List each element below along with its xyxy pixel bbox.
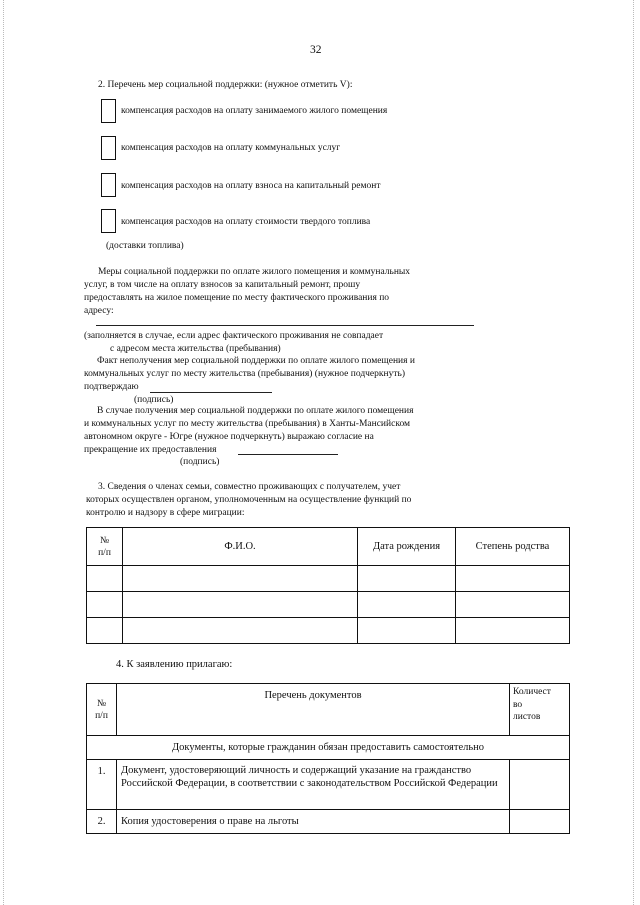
doc-list-header: Перечень документов — [117, 684, 510, 736]
table-row — [87, 810, 570, 834]
doc-row-num: 1. — [87, 760, 117, 810]
col-num-header: № п/п — [87, 528, 123, 566]
address-note: (заполняется в случае, если адрес фактического проживания не совпадает с адресом места жительства (пребывания) — [84, 331, 384, 354]
doc-row-text: Копия удостоверения о праве на льготы — [117, 810, 510, 834]
address-input-line[interactable] — [96, 325, 474, 326]
table-row — [87, 566, 570, 592]
section-3-heading: 3. Сведения о членах семьи, совместно проживающих с получателем, учет которых осуществлен органом, уполномоченным на осуществление функций по контролю и надзору в сфере миграции: — [86, 482, 412, 518]
signature-label-2: (подпись) — [180, 457, 220, 467]
doc-row-count[interactable] — [510, 810, 570, 834]
group-title: Документы, которые гражданин обязан предоставить самостоятельно — [87, 736, 570, 760]
checkbox-capital-repair[interactable] — [101, 173, 116, 197]
table-row — [87, 592, 570, 618]
doc-row-num: 2. — [87, 810, 117, 834]
signature-label-1: (подпись) — [134, 395, 174, 405]
doc-num-header: № п/п — [87, 684, 117, 736]
left-margin-edge — [3, 0, 5, 905]
option-capital-repair: компенсация расходов на оплату взноса на капитальный ремонт — [121, 181, 381, 191]
option-housing: компенсация расходов на оплату занимаемого жилого помещения — [121, 106, 388, 116]
consent-signature-line[interactable] — [238, 454, 338, 455]
doc-count-header: Количест во листов — [510, 684, 570, 736]
section-4-heading: 4. К заявлению прилагаю: — [116, 659, 233, 670]
fuel-delivery-note: (доставки топлива) — [106, 241, 184, 251]
table-row — [87, 760, 570, 810]
option-utilities: компенсация расходов на оплату коммунальных услуг — [121, 143, 341, 153]
col-name-header: Ф.И.О. — [123, 528, 358, 566]
family-members-table — [86, 527, 570, 644]
checkbox-utilities[interactable] — [101, 136, 116, 160]
page-number: 32 — [310, 44, 322, 56]
option-solid-fuel: компенсация расходов на оплату стоимости твердого топлива — [121, 217, 371, 227]
checkbox-housing[interactable] — [101, 99, 116, 123]
right-margin-edge — [633, 0, 635, 905]
checkbox-solid-fuel[interactable] — [101, 209, 116, 233]
col-relation-header: Степень родства — [456, 528, 570, 566]
consent-paragraph: В случае получения мер социальной поддержки по оплате жилого помещения и коммунальных услуг по месту жительства (пребывания) в Ханты-Мансийском автономном округе - Югре (нужное подчеркнуть) выражаю согласие на прекращение их предоставления — [84, 406, 414, 455]
doc-row-count[interactable] — [510, 760, 570, 810]
doc-row-text: Документ, удостоверяющий личность и содержащий указание на гражданство Российской Федерации, в соответствии с законодательством Российской Федерации — [117, 760, 510, 810]
nonuse-signature-line[interactable] — [150, 392, 272, 393]
nonuse-paragraph: Факт неполучения мер социальной поддержки по оплате жилого помещения и коммунальных услуг по месту жительства (пребывания) (нужное подчеркнуть) подтверждаю — [84, 356, 415, 392]
group-title-row — [87, 736, 570, 760]
section-2-heading: 2. Перечень мер социальной поддержки: (нужное отметить V): — [98, 80, 353, 90]
col-birthdate-header: Дата рождения — [358, 528, 456, 566]
address-paragraph: Меры социальной поддержки по оплате жилого помещения и коммунальных услуг, в том числе на оплату взносов за капитальный ремонт, прошу предоставлять на жилое помещение по месту фактического проживания по адресу: — [84, 267, 411, 316]
table-header-row — [87, 684, 570, 736]
documents-table — [86, 683, 570, 834]
table-header-row — [87, 528, 570, 566]
table-row — [87, 618, 570, 644]
